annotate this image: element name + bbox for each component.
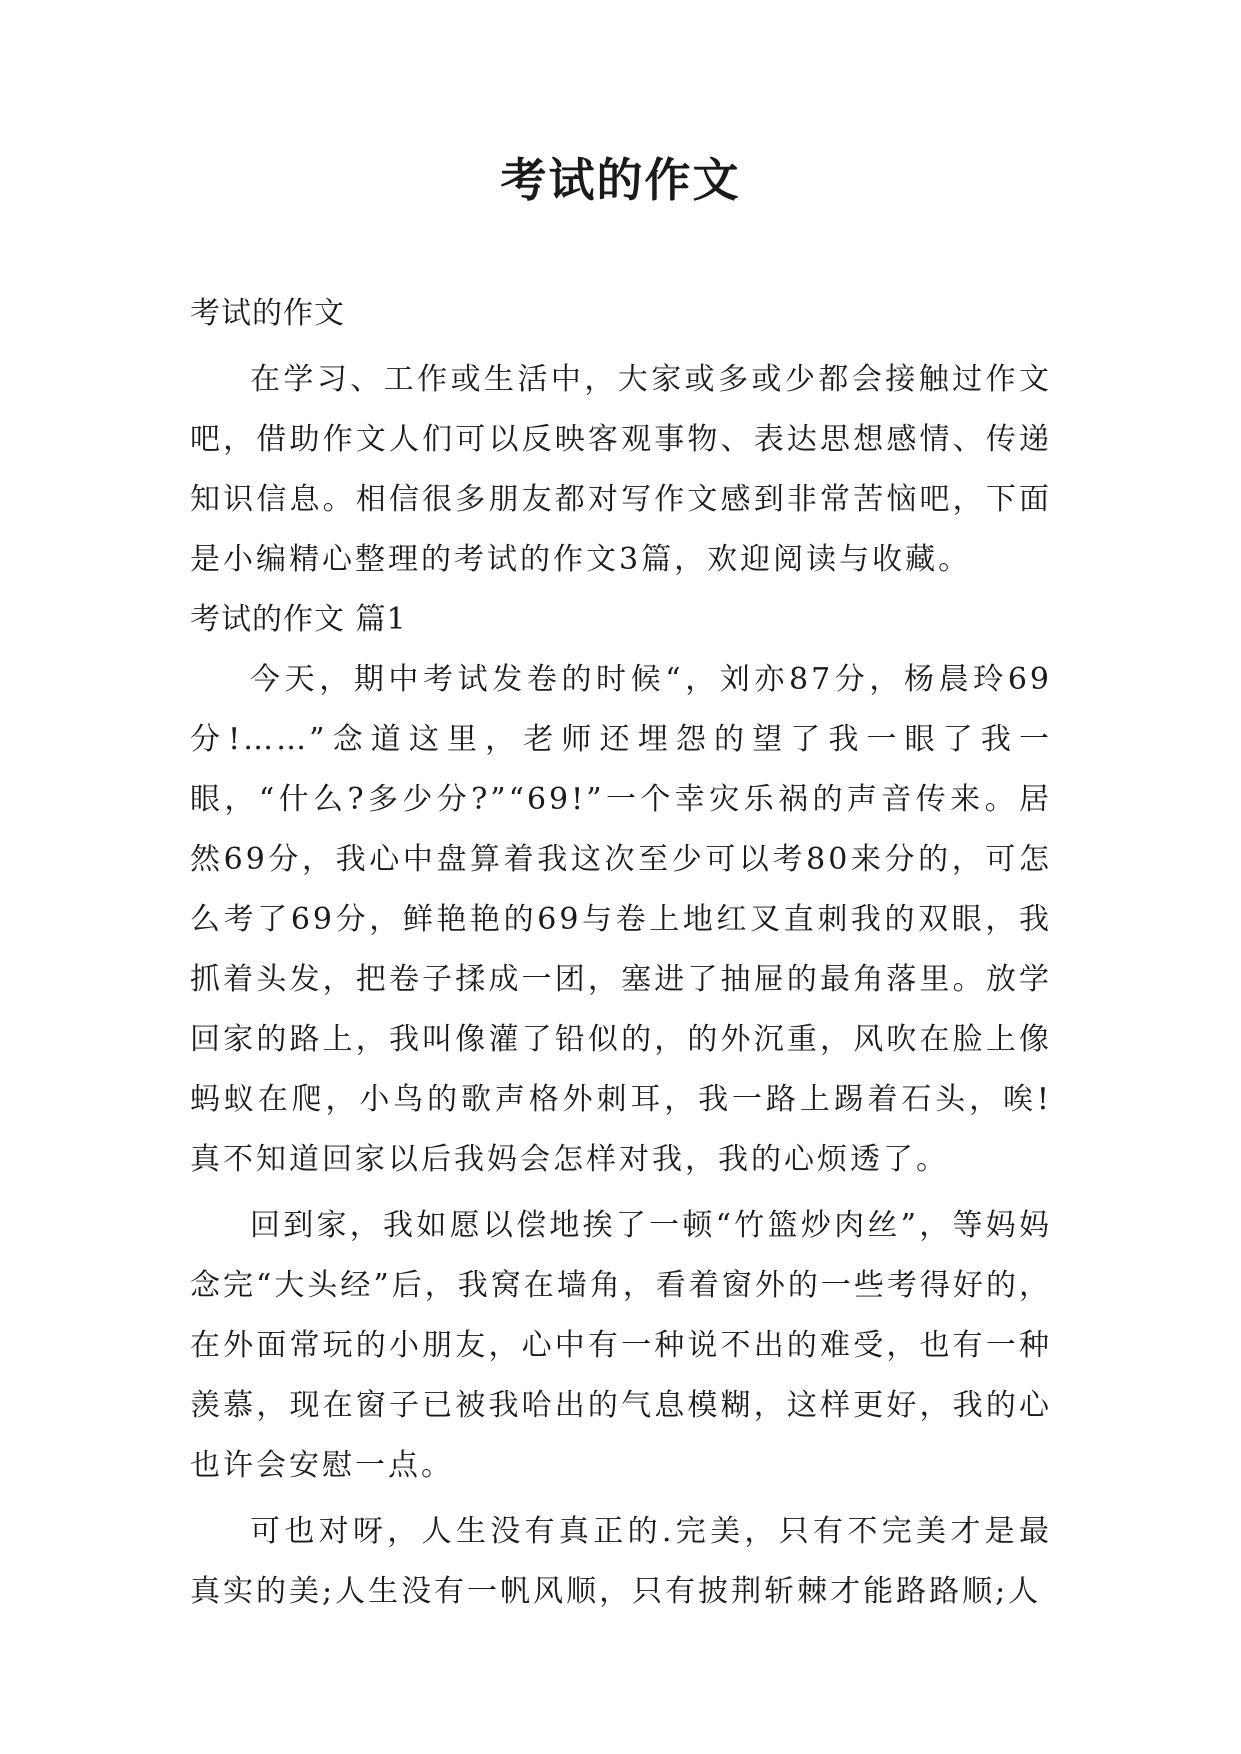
body-paragraph: 可也对呀，人生没有真正的.完美，只有不完美才是最真实的美;人生没有一帆风顺，只有披荆斩棘才能路路顺;人 bbox=[190, 1514, 1052, 1609]
section-heading: 考试的作文 篇1 bbox=[190, 602, 407, 637]
document-body bbox=[190, 290, 1052, 1628]
body-paragraph: 今天，期中考试发卷的时候“，刘亦87分，杨晨玲69分!……”念道这里，老师还埋怨的望了我一眼了我一眼，“什么?多少分?”“69!”一个幸灾乐祸的声音传来。居然69分，我心中盘算着我这次至少可以考80来分的，可怎么考了69分，鲜艳艳的69与卷上地红叉直刺我的双眼，我抓着头发，把卷子揉成一团，塞进了抽屉的最角落里。放学回家的路上，我叫像灌了铅似的，的外沉重，风吹在脸上像蚂蚁在爬，小鸟的歌声格外刺耳，我一路上踢着石头，唉!真不知道回家以后我妈会怎样对我，我的心烦透了。 bbox=[190, 662, 1052, 1177]
intro-paragraph: 在学习、工作或生活中，大家或多或少都会接触过作文吧，借助作文人们可以反映客观事物、表达思想感情、传递知识信息。相信很多朋友都对写作文感到非常苦恼吧，下面是小编精心整理的考试的作文3篇，欢迎阅读与收藏。 bbox=[190, 362, 1052, 577]
section-heading: 考试的作文 bbox=[190, 296, 345, 331]
document-title: 考试的作文 bbox=[500, 153, 741, 207]
body-paragraph: 回到家，我如愿以偿地挨了一顿“竹篮炒肉丝”，等妈妈念完“大头经”后，我窝在墙角，看着窗外的一些考得好的，在外面常玩的小朋友，心中有一种说不出的难受，也有一种羡慕，现在窗子已被我哈出的气息模糊，这样更好，我的心也许会安慰一点。 bbox=[190, 1208, 1052, 1483]
